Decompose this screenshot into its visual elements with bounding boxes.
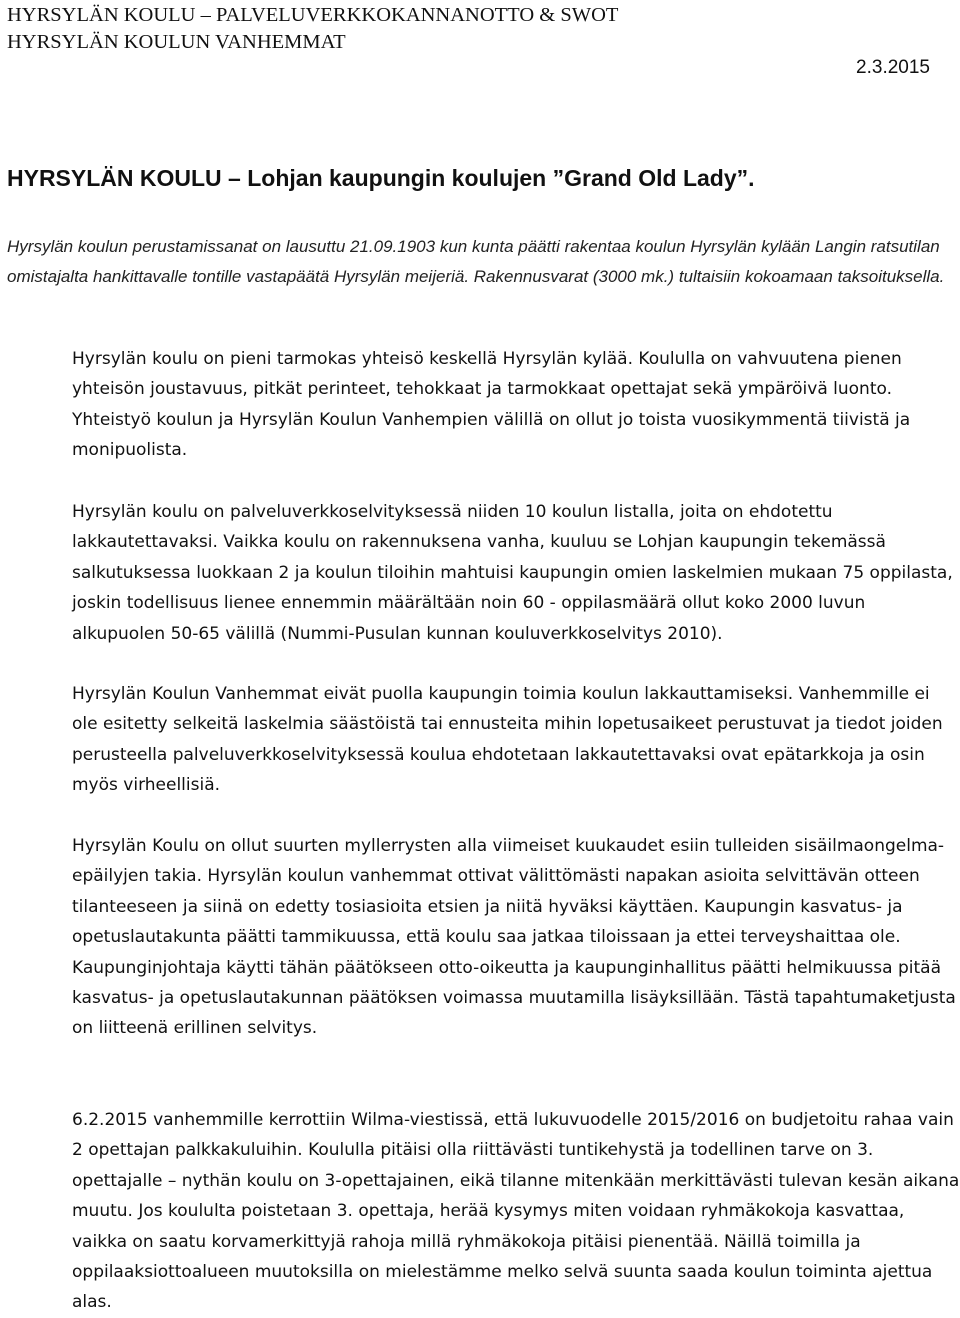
header-line-2: HYRSYLÄN KOULUN VANHEMMAT xyxy=(7,31,346,53)
header-line-1: HYRSYLÄN KOULU – PALVELUVERKKOKANNANOTTO & SWOT xyxy=(7,4,619,26)
intro-paragraph: Hyrsylän koulun perustamissanat on lausuttu 21.09.1903 kun kunta päätti rakentaa koulun Hyrsylän kylään Langin ratsutilan omistajalta hankittavalle tontille vastapäätä Hyrsylän meijeriä. Rakennusvarat (3000 mk.) tultaisiin kokoamaan taksoituksella. xyxy=(7,237,945,286)
document-title: HYRSYLÄN KOULU – Lohjan kaupungin koulujen ”Grand Old Lady”. xyxy=(7,165,755,191)
document-date: 2.3.2015 xyxy=(856,57,930,78)
body-paragraph-4: Hyrsylän Koulu on ollut suurten myllerrysten alla viimeiset kuukaudet esiin tulleiden sisäilmaongelma-epäilyjen takia. Hyrsylän koulun vanhemmat ottivat välittömästi napakan asioita selvittävän otteen tilanteeseen ja siinä on edetty tosiasioita etsien ja niitä hyväksi käyttäen. Kaupungin kasvatus- ja opetuslautakunta päätti tammikuussa, että koulu saa jatkaa tiloissaan ja ettei terveyshaittaa ole. Kaupunginjohtaja käytti tähän päätökseen otto-oikeutta ja kaupunginhallitus päätti helmikuussa pitää kasvatus- ja opetuslautakunnan päätöksen voimassa muutamilla lisäyksillään. Tästä tapahtumaketjusta on liitteenä erillinen selvitys. xyxy=(72,836,956,1039)
body-paragraph-2: Hyrsylän koulu on palveluverkkoselvityksessä niiden 10 koulun listalla, joita on ehdotettu lakkautettavaksi. Vaikka koulu on rakennuksena vanha, kuuluu se Lohjan kaupungin tekemässä salkutuksessa luokkaan 2 ja koulun tiloihin mahtuisi kaupungin omien laskelmien mukaan 75 oppilasta, joskin todellisuus lienee ennemmin määrältään noin 60 - oppilasmäärä ollut koko 2000 luvun alkupuolen 50-65 välillä (Nummi-Pusulan kunnan kouluverkkoselvitys 2010). xyxy=(72,502,953,644)
body-paragraph-1: Hyrsylän koulu on pieni tarmokas yhteisö keskellä Hyrsylän kylää. Koululla on vahvuutena pienen yhteisön joustavuus, pitkät perinteet, tehokkaat ja tarmokkaat opettajat sekä ympäröivä luonto. Yhteistyö koulun ja Hyrsylän Koulun Vanhempien välillä on ollut jo toista vuosikymmentä tiivistä ja monipuolista. xyxy=(72,349,911,461)
body-paragraph-3: Hyrsylän Koulun Vanhemmat eivät puolla kaupungin toimia koulun lakkauttamiseksi. Vanhemmille ei ole esitetty selkeitä laskelmia säästöistä tai ennusteita mihin lopetusaikeet perustuvat ja tiedot joiden perusteella palveluverkkoselvityksessä koulua ehdotetaan lakkautettavaksi ovat epätarkkoja ja osin myös virheellisiä. xyxy=(72,684,943,796)
body-paragraph-5: 6.2.2015 vanhemmille kerrottiin Wilma-viestissä, että lukuvuodelle 2015/2016 on budjetoitu rahaa vain 2 opettajan palkkakuluihin. Koululla pitäisi olla riittävästi tuntikehystä ja todellinen tarve on 3. opettajalle – nythän koulu on 3-opettajainen, eikä tilanne mitenkään merkittävästi tulevan kesän aikana muutu. Jos koululta poistetaan 3. opettaja, herää kysymys miten voidaan ryhmäkokoja kasvattaa, vaikka on saatu korvamerkittyjä rahoja millä ryhmäkokoja pitäisi pienentää. Näillä toimilla ja oppilaaksiottoalueen muutoksilla on mielestämme melko selvä suunta saada koulun toiminta ajettua alas. xyxy=(72,1110,960,1313)
document-header xyxy=(7,2,618,56)
